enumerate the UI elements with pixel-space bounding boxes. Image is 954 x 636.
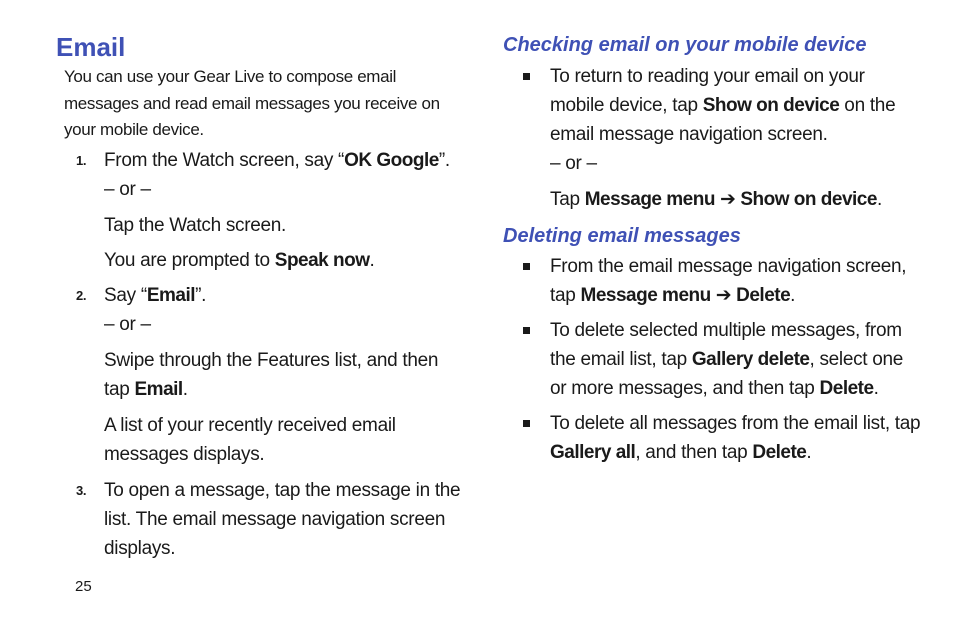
command-ok-google: OK Google — [344, 149, 439, 171]
section-heading-deleting: Deleting email messages — [503, 225, 741, 247]
delete-instruction-3: To delete all messages from the email list, tap Gallery all, and then tap Delete. — [550, 413, 921, 463]
or-separator: – or – — [550, 153, 597, 174]
step-1-alternative: Tap the Watch screen. — [104, 214, 287, 236]
arrow-right-icon: ➔ — [715, 285, 732, 306]
step-3-instruction: To open a message, tap the message in the list. The email message navigation screen displays. — [104, 479, 461, 559]
option-gallery-all: Gallery all — [550, 442, 636, 463]
step-2-alternative: Swipe through the Features list, and then tap Email. — [104, 349, 439, 400]
step-1-instruction: From the Watch screen, say “OK Google”. — [104, 149, 450, 171]
list-item — [503, 252, 923, 310]
left-column — [56, 30, 466, 563]
bullet-icon — [523, 263, 530, 270]
step-number: 1. — [76, 152, 87, 168]
page-number: 25 — [75, 578, 92, 595]
step-number: 3. — [76, 482, 87, 498]
page-title: Email — [56, 32, 126, 62]
delete-instruction-2: To delete selected multiple messages, from the email list, tap Gallery delete, select one or more messages, and then tap Delete. — [550, 320, 904, 399]
option-gallery-delete: Gallery delete — [691, 349, 810, 370]
intro-paragraph: You can use your Gear Live to compose email messages and read email messages you receive on your mobile device. — [64, 67, 440, 139]
step-number: 2. — [76, 287, 87, 303]
list-item — [503, 409, 923, 467]
or-separator: – or – — [104, 178, 151, 200]
bullet-icon — [523, 420, 530, 427]
or-separator: – or – — [104, 313, 151, 335]
option-delete: Delete — [752, 442, 807, 463]
step-2-instruction: Say “Email”. — [104, 284, 207, 306]
list-item — [503, 316, 923, 403]
checking-list — [503, 62, 923, 214]
menu-message-menu: Message menu — [584, 189, 715, 210]
menu-message-menu: Message menu — [580, 285, 711, 306]
step-3 — [56, 476, 466, 563]
checking-instruction: To return to reading your email on your mobile device, tap Show on device on the email message navigation screen. — [550, 66, 896, 145]
option-show-on-device: Show on device — [740, 189, 877, 210]
step-1 — [56, 146, 466, 275]
option-delete: Delete — [819, 378, 874, 399]
delete-instruction-1: From the email message navigation screen, tap Message menu ➔ Delete. — [550, 256, 907, 306]
command-email: Email — [146, 284, 196, 306]
step-2-result: A list of your recently received email messages displays. — [104, 414, 396, 465]
arrow-right-icon: ➔ — [719, 189, 736, 210]
step-2 — [56, 281, 466, 469]
deleting-list — [503, 252, 923, 467]
right-column — [503, 30, 923, 467]
list-item — [503, 62, 923, 214]
bullet-icon — [523, 73, 530, 80]
checking-alternative: Tap Message menu ➔ Show on device. — [550, 189, 882, 210]
section-heading-checking: Checking email on your mobile device — [503, 34, 867, 56]
option-show-on-device: Show on device — [702, 95, 840, 116]
feature-email: Email — [134, 378, 183, 400]
prompt-speak-now: Speak now — [274, 249, 370, 271]
step-1-result: You are prompted to Speak now. — [104, 249, 375, 271]
option-delete: Delete — [736, 285, 791, 306]
bullet-icon — [523, 327, 530, 334]
